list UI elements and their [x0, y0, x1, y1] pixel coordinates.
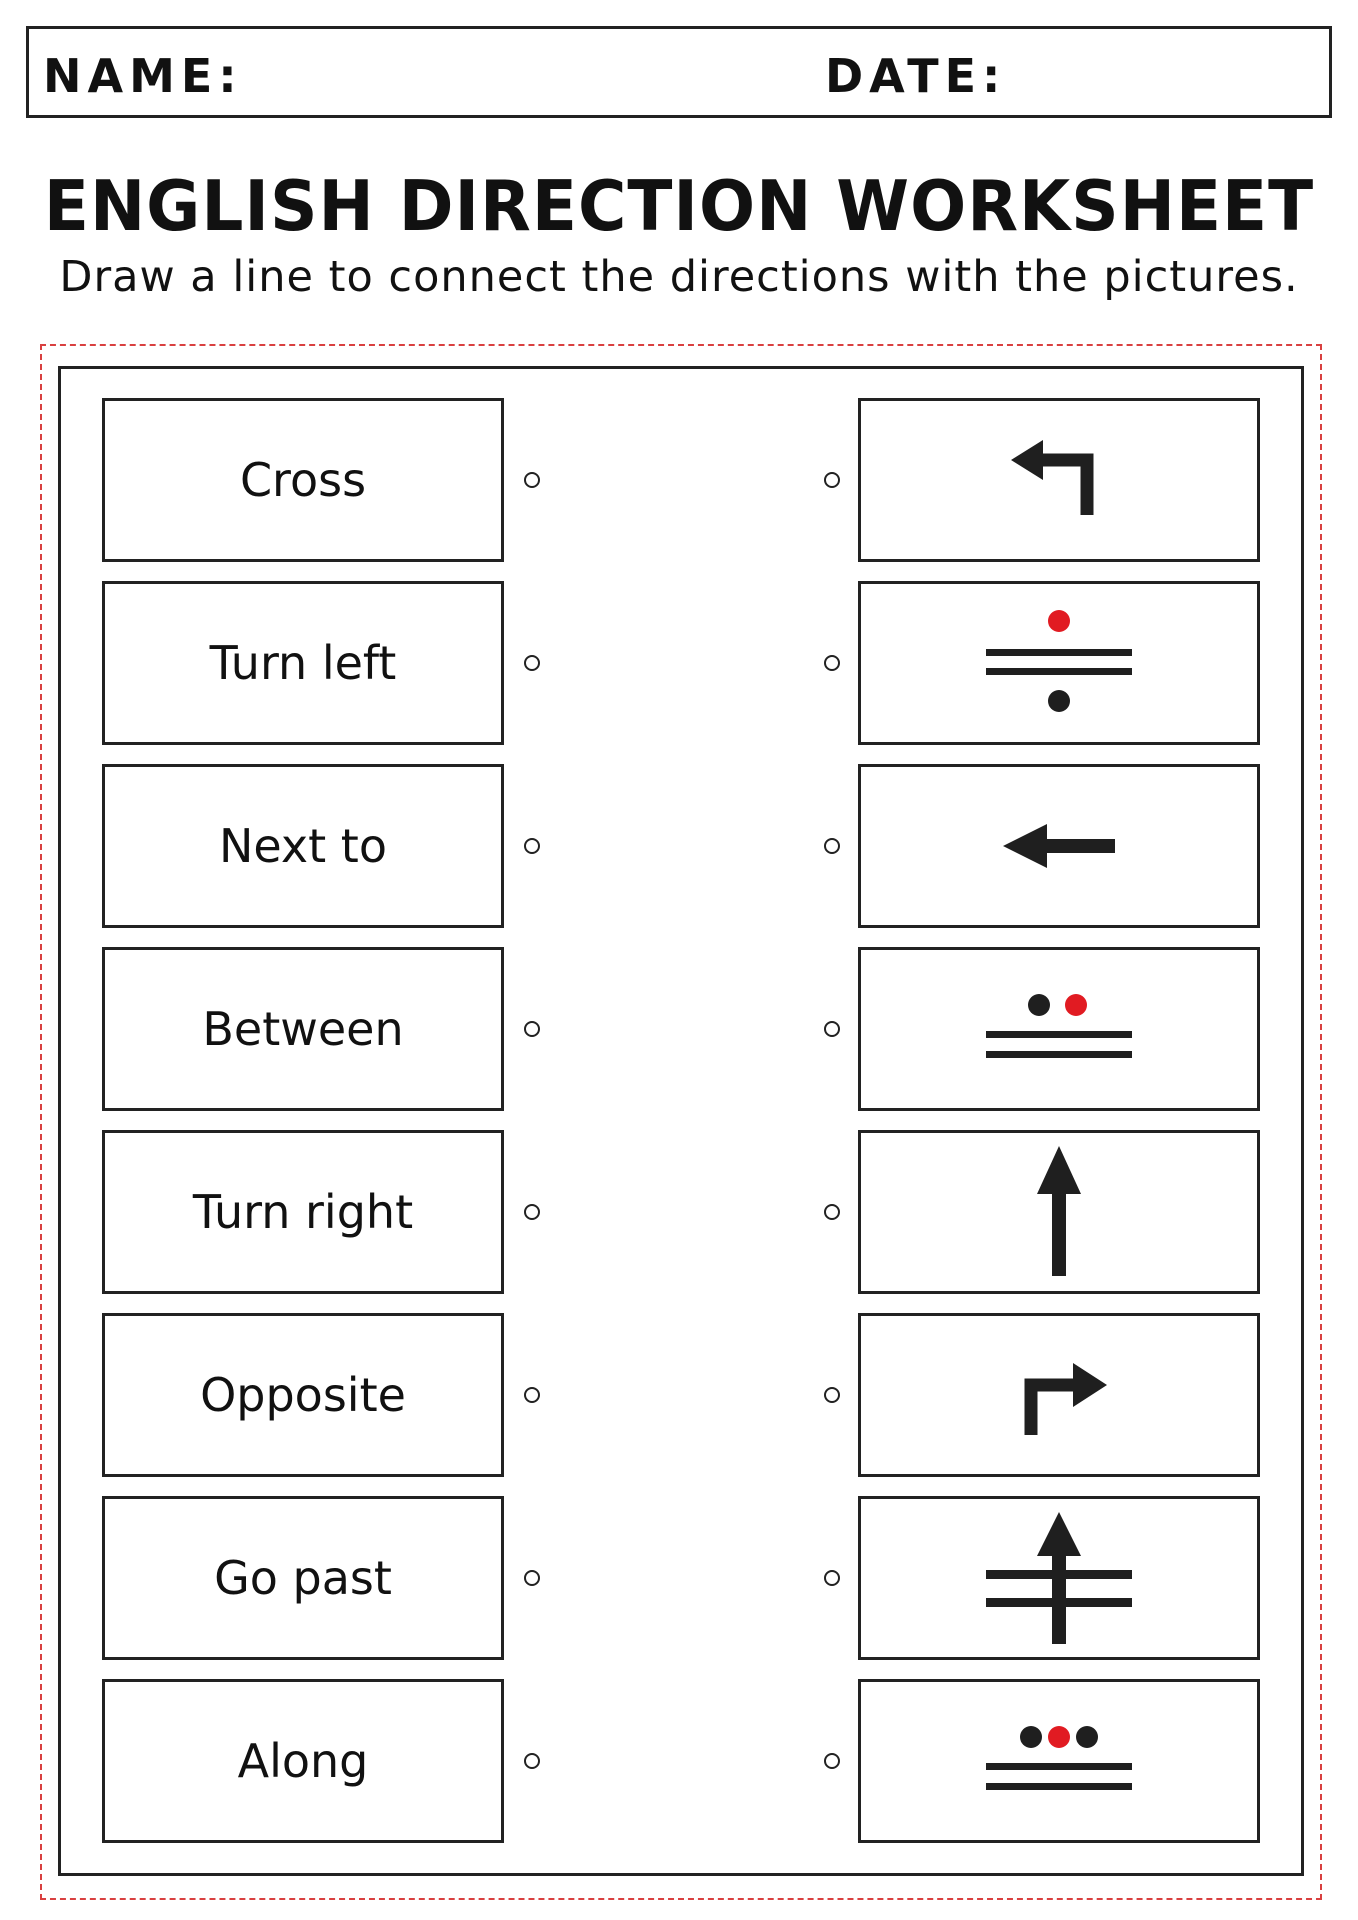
- word-box-opposite: [102, 1313, 504, 1477]
- date-label: DATE:: [825, 49, 1007, 103]
- left-connect-dot[interactable]: [524, 1570, 540, 1586]
- left-connect-dot[interactable]: [524, 472, 540, 488]
- between-icon: [959, 1701, 1159, 1821]
- left-connect-dot[interactable]: [524, 838, 540, 854]
- picture-box-4: [858, 947, 1260, 1111]
- word-label: Turn left: [209, 636, 397, 690]
- word-box-next-to: [102, 764, 504, 928]
- go-past-icon: [959, 1508, 1159, 1648]
- word-label: Opposite: [200, 1368, 406, 1422]
- picture-box-2: [858, 581, 1260, 745]
- name-date-header: [26, 26, 1332, 118]
- right-connect-dot[interactable]: [824, 1753, 840, 1769]
- word-label: Cross: [239, 453, 367, 507]
- right-connect-dot[interactable]: [824, 472, 840, 488]
- worksheet-title: ENGLISH DIRECTION WORKSHEET: [43, 166, 1315, 247]
- turn-left-arrow-icon: [959, 420, 1159, 540]
- left-connect-dot[interactable]: [524, 1753, 540, 1769]
- right-connect-dot[interactable]: [824, 1021, 840, 1037]
- word-label: Go past: [214, 1551, 392, 1605]
- opposite-icon: [959, 603, 1159, 723]
- picture-box-8: [858, 1679, 1260, 1843]
- word-label: Along: [237, 1734, 369, 1788]
- name-label: NAME:: [43, 49, 243, 103]
- word-box-along: [102, 1679, 504, 1843]
- right-connect-dot[interactable]: [824, 655, 840, 671]
- left-connect-dot[interactable]: [524, 1204, 540, 1220]
- left-connect-dot[interactable]: [524, 1387, 540, 1403]
- instruction-text: Draw a line to connect the directions with the pictures.: [59, 252, 1299, 302]
- word-label: Turn right: [192, 1185, 414, 1239]
- word-box-turn-left: [102, 581, 504, 745]
- word-box-cross: [102, 398, 504, 562]
- picture-box-1: [858, 398, 1260, 562]
- left-connect-dot[interactable]: [524, 655, 540, 671]
- left-connect-dot[interactable]: [524, 1021, 540, 1037]
- up-arrow-icon: [959, 1142, 1159, 1282]
- right-connect-dot[interactable]: [824, 1387, 840, 1403]
- right-connect-dot[interactable]: [824, 838, 840, 854]
- right-connect-dot[interactable]: [824, 1204, 840, 1220]
- word-box-turn-right: [102, 1130, 504, 1294]
- turn-right-arrow-icon: [959, 1335, 1159, 1455]
- word-box-go-past: [102, 1496, 504, 1660]
- word-label: Between: [202, 1002, 404, 1056]
- picture-box-6: [858, 1313, 1260, 1477]
- word-label: Next to: [219, 819, 387, 873]
- word-box-between: [102, 947, 504, 1111]
- picture-box-7: [858, 1496, 1260, 1660]
- picture-box-5: [858, 1130, 1260, 1294]
- next-to-icon: [959, 969, 1159, 1089]
- left-arrow-icon: [959, 786, 1159, 906]
- picture-box-3: [858, 764, 1260, 928]
- right-connect-dot[interactable]: [824, 1570, 840, 1586]
